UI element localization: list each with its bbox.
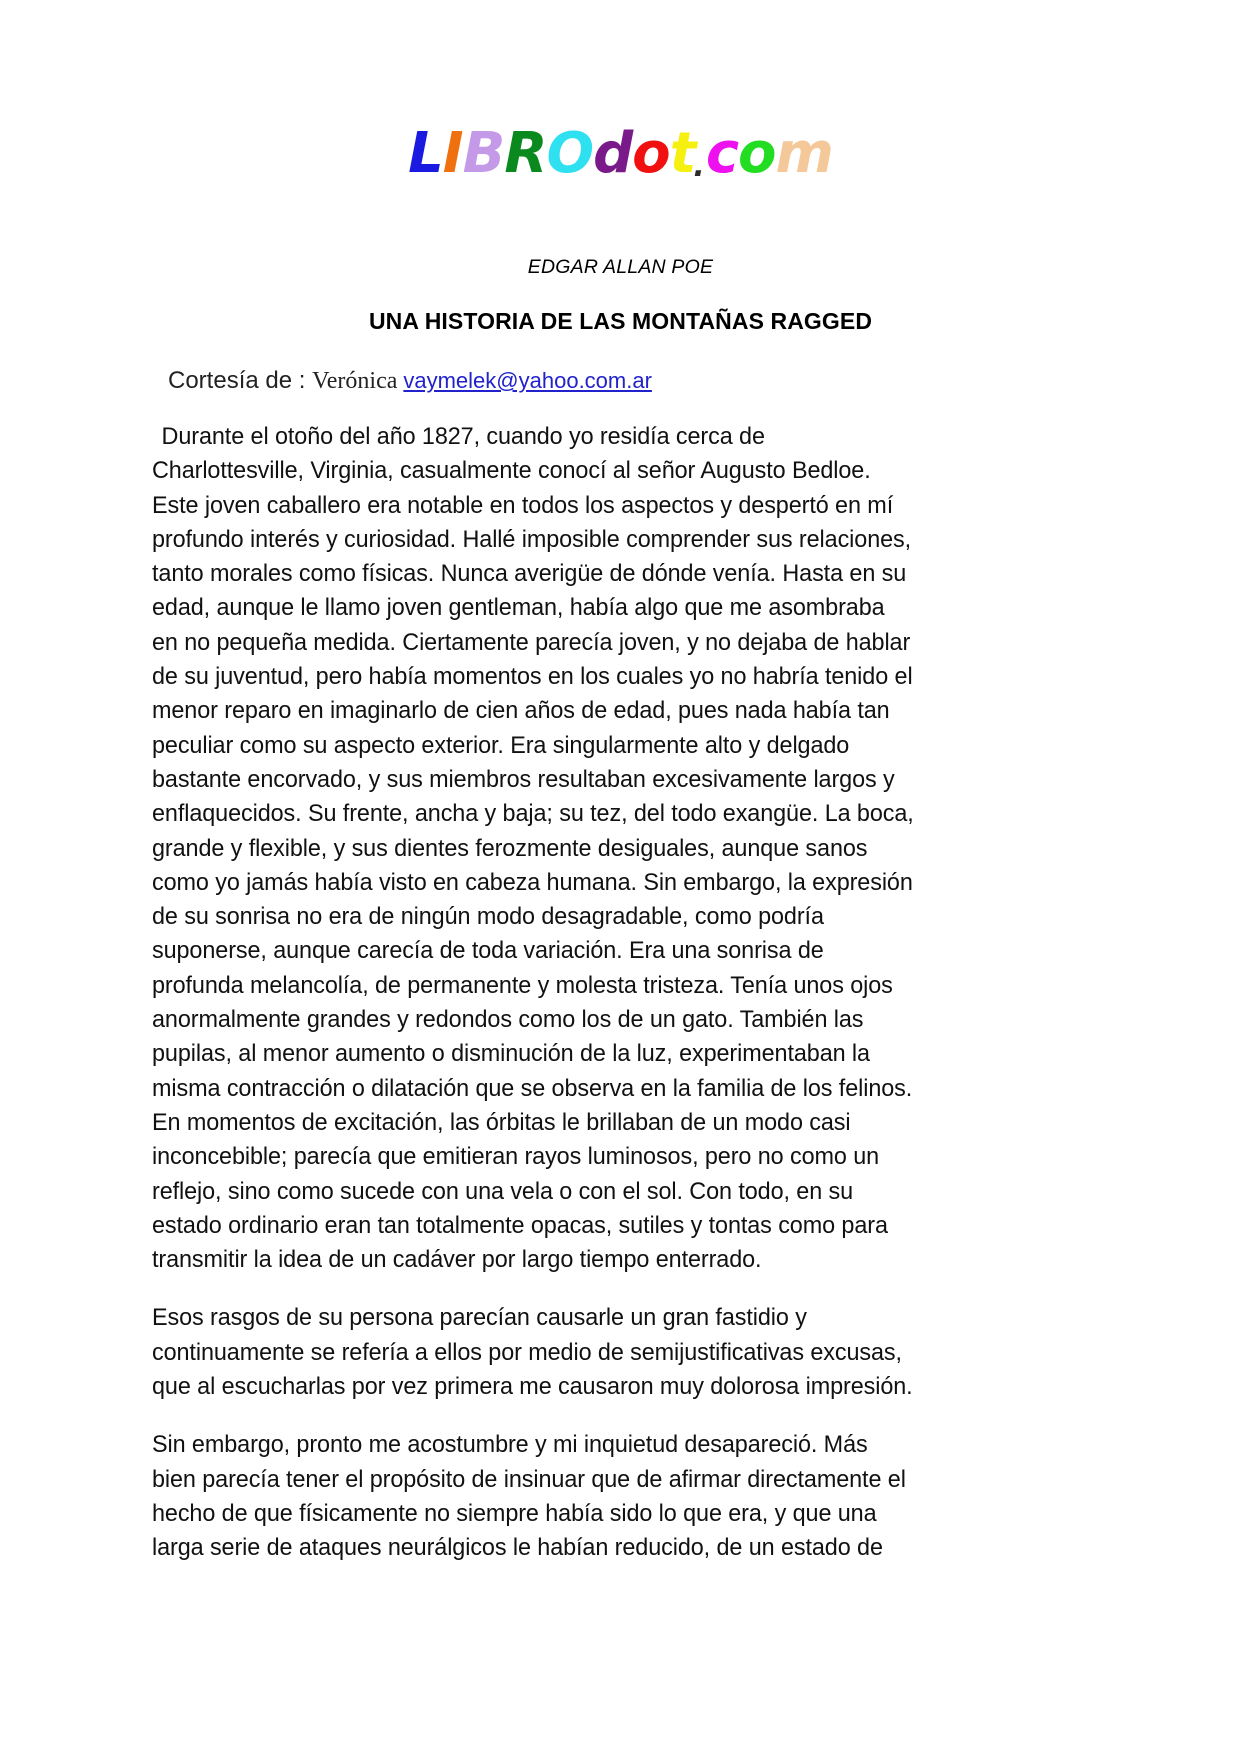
author-name: EDGAR ALLAN POE xyxy=(527,256,714,278)
body-text xyxy=(152,420,952,1590)
site-logo xyxy=(0,121,1241,186)
logo-letter-4: O xyxy=(546,121,594,186)
logo-letter-9: c xyxy=(705,121,739,186)
paragraph-1: Durante el otoño del año 1827, cuando yo residía cerca de Charlottesville, Virginia, casualmente conocí al señor Augusto Bedloe. Este joven caballero era notable en todos los aspectos y despertó en mí profundo interés y curiosidad. Hallé imposible comprender sus relaciones, tanto morales como físicas. Nunca averigüe de dónde venía. Hasta en su edad, aunque le llamo joven gentleman, había algo que me asombraba en no pequeña medida. Ciertamente parecía joven, y no dejaba de hablar de su juventud, pero había momentos en los cuales yo no habría tenido el menor reparo en imaginarlo de cien años de edad, pues nada había tan peculiar como su aspecto exterior. Era singularmente alto y delgado bastante encorvado, y sus miembros resultaban excesivamente largos y enflaquecidos. Su frente, ancha y baja; su tez, del todo exangüe. La boca, grande y flexible, y sus dientes ferozmente desiguales, aunque sanos como yo jamás había visto en cabeza humana. Sin embargo, la expresión de su sonrisa no era de ningún modo desagradable, como podría suponerse, aunque carecía de toda variación. Era una sonrisa de profunda melancolía, de permanente y molesta tristeza. Tenía unos ojos anormalmente grandes y redondos como los de un gato. También las pupilas, al menor aumento o disminución de la luz, experimentaban la misma contracción o dilatación que se observa en la familia de los felinos. En momentos de excitación, las órbitas le brillaban de un modo casi inconcebible; parecía que emitieran rayos luminosos, pero no como un reflejo, sino como sucede con una vela o con el sol. Con todo, en su estado ordinario eran tan totalmente opacas, sutiles y tontas como para transmitir la idea de un cadáver por largo tiempo enterrado. xyxy=(152,423,914,1274)
courtesy-line xyxy=(168,367,652,395)
logo-letter-5: d xyxy=(593,121,633,186)
logo-letter-7: t xyxy=(669,121,696,186)
courtesy-email-link[interactable]: vaymelek@yahoo.com.ar xyxy=(403,368,652,393)
logo-letter-11: m xyxy=(775,121,833,186)
paragraph-3: Sin embargo, pronto me acostumbre y mi inquietud desapareció. Más bien parecía tener el propósito de insinuar que de afirmar directamente el hecho de que físicamente no siempre había sido lo que era, y que una larga serie de ataques neurálgicos le habían reducido, de un estado de xyxy=(152,1431,906,1562)
logo-letter-8: . xyxy=(693,149,704,184)
courtesy-label: Cortesía de : xyxy=(168,367,313,394)
logo-letter-3: R xyxy=(504,121,547,186)
page-title: UNA HISTORIA DE LAS MONTAÑAS RAGGED xyxy=(368,308,873,334)
courtesy-person: Verónica xyxy=(312,368,404,394)
logo-letter-10: o xyxy=(738,121,776,186)
logo-letter-2: B xyxy=(462,121,505,186)
librodot-logo-text xyxy=(408,121,833,186)
logo-letter-0: L xyxy=(408,121,443,186)
paragraph-2: Esos rasgos de su persona parecían causarle un gran fastidio y continuamente se refería a ellos por medio de semijustificativas excusas, que al escucharlas por vez primera me causaron muy dolorosa impresión. xyxy=(152,1304,913,1401)
logo-letter-1: I xyxy=(442,121,463,186)
logo-letter-6: o xyxy=(632,121,670,186)
